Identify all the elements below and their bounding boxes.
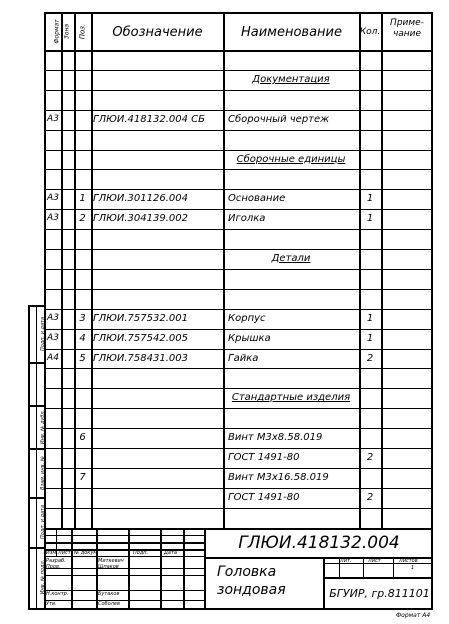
col-label: Изм xyxy=(46,550,57,556)
row-designation: ГЛЮИ.301126.004 xyxy=(93,193,188,205)
row-divider xyxy=(44,169,433,170)
document-code: ГЛЮИ.418132.004 xyxy=(238,533,400,553)
row-designation: ГЛЮИ.757532.001 xyxy=(93,312,188,324)
header-pos: Поз. xyxy=(78,23,87,40)
row-quantity: 2 xyxy=(366,491,374,503)
row-name: Гайка xyxy=(228,352,259,364)
row-divider xyxy=(44,349,433,350)
row-name: ГОСТ 1491-80 xyxy=(228,491,300,503)
role-label: Пров. xyxy=(46,564,61,570)
lit-label: Лит. xyxy=(340,558,352,564)
row-format: А3 xyxy=(47,193,59,204)
row-designation: ГЛЮИ.758431.003 xyxy=(93,352,188,364)
row-divider xyxy=(44,130,433,131)
row-divider xyxy=(44,70,433,71)
row-quantity: 2 xyxy=(366,452,374,463)
row-position: 2 xyxy=(79,213,86,225)
row-divider xyxy=(44,329,433,330)
row-divider xyxy=(44,269,433,270)
person-name: Бутаков xyxy=(98,591,120,597)
sheet-frame xyxy=(44,12,433,610)
row-divider xyxy=(44,189,433,190)
row-divider xyxy=(44,90,433,91)
col-label: Лист xyxy=(58,550,71,556)
row-divider xyxy=(44,309,433,310)
row-format: А3 xyxy=(47,332,59,343)
row-designation: ГЛЮИ.418132.004 СБ xyxy=(93,113,206,125)
row-position: 1 xyxy=(79,193,86,205)
row-designation: ГЛЮИ.304139.002 xyxy=(93,213,188,225)
organization: БГУИР, гр.811101 xyxy=(329,587,430,600)
row-divider xyxy=(44,408,433,409)
col-label: Подп. xyxy=(133,550,149,556)
side-label: Взам. инв. № xyxy=(40,456,46,490)
row-format: А4 xyxy=(47,352,59,363)
row-format: А3 xyxy=(47,213,59,224)
row-position: 6 xyxy=(79,432,86,444)
sheets-label: Листов xyxy=(399,558,418,564)
row-name: Сборочный чертеж xyxy=(228,113,330,125)
row-divider xyxy=(44,229,433,230)
row-name: Основание xyxy=(228,193,286,205)
format-footer: Формат А4 xyxy=(396,612,431,619)
row-divider xyxy=(44,508,433,509)
row-name: Стандартные изделия xyxy=(231,392,351,404)
sheets-value: 1 xyxy=(411,565,415,571)
row-position: 7 xyxy=(79,471,86,483)
row-name: Крышка xyxy=(228,332,271,344)
row-designation: ГЛЮИ.757542.005 xyxy=(93,332,188,344)
role-label: Утв. xyxy=(46,601,57,607)
row-name: ГОСТ 1491-80 xyxy=(228,452,300,463)
side-label: Подп. и дата xyxy=(40,504,46,540)
row-name: Корпус xyxy=(228,312,266,324)
row-divider xyxy=(44,209,433,210)
row-quantity: 1 xyxy=(366,332,374,344)
sheet-label: Лист xyxy=(368,558,381,564)
row-divider xyxy=(44,150,433,151)
header-qty: Кол. xyxy=(359,27,381,37)
row-divider xyxy=(44,368,433,369)
row-quantity: 1 xyxy=(366,312,374,324)
header-name: Наименование xyxy=(240,25,343,40)
role-label: Н.контр. xyxy=(46,591,69,597)
row-divider xyxy=(44,468,433,469)
row-name: Винт М3х16.58.019 xyxy=(228,471,329,483)
col-label: № докум. xyxy=(74,550,99,556)
row-divider xyxy=(44,428,433,429)
person-name: Соболев xyxy=(98,601,120,607)
side-label: Инв. № дубл. xyxy=(40,409,46,445)
row-name: Сборочные единицы xyxy=(236,153,346,165)
row-quantity: 2 xyxy=(366,352,374,364)
row-divider xyxy=(44,249,433,250)
product-title-line2: зондовая xyxy=(217,582,286,598)
row-position: 5 xyxy=(79,352,86,364)
person-name: Шпаков xyxy=(98,564,119,570)
row-name: Винт М3х8.58.019 xyxy=(228,432,323,444)
row-divider xyxy=(44,388,433,389)
row-format: А3 xyxy=(47,312,59,323)
row-divider xyxy=(44,110,433,111)
person-name: Миткевич xyxy=(98,558,124,564)
header-format: Формат xyxy=(53,19,61,44)
row-quantity: 1 xyxy=(366,213,374,225)
product-title-line1: Головка xyxy=(217,564,277,580)
side-label: Инв. № подл. xyxy=(40,559,46,595)
role-label: Разраб. xyxy=(46,558,66,564)
row-name: Иголка xyxy=(228,213,266,225)
col-label: Дата xyxy=(164,550,177,556)
row-name: Детали xyxy=(271,253,311,264)
row-quantity: 1 xyxy=(366,193,374,205)
row-position: 3 xyxy=(79,312,86,324)
row-name: Документация xyxy=(252,73,330,85)
row-divider xyxy=(44,488,433,489)
row-position: 4 xyxy=(79,332,86,344)
side-label: Подп. и дата xyxy=(40,316,46,352)
row-divider xyxy=(44,448,433,449)
header-note: Приме-чание xyxy=(390,18,424,39)
header-zone: Зона xyxy=(63,23,71,40)
header-designation: Обозначение xyxy=(112,25,203,40)
row-divider xyxy=(44,289,433,290)
row-format: А3 xyxy=(47,113,59,124)
